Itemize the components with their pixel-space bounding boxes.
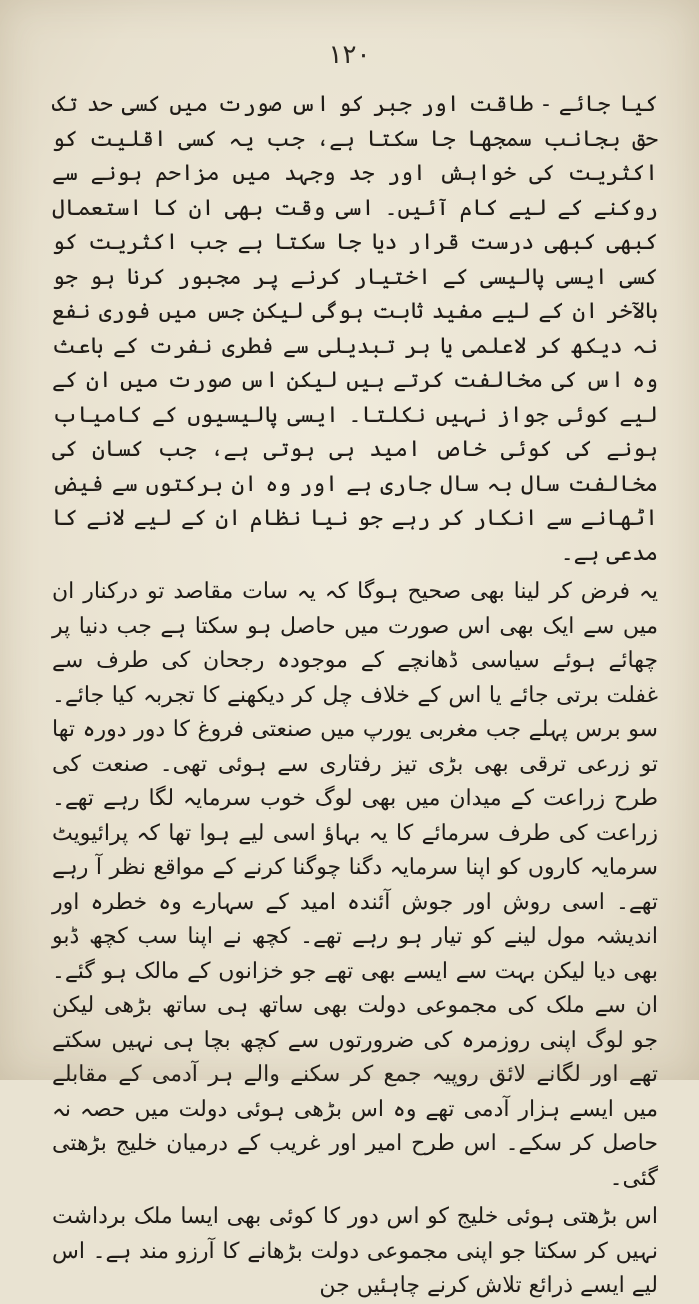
page-number: ۱۲۰	[328, 40, 371, 70]
paragraph: کیا جائے - طاقت اور جبر کو اس صورت میں کسی حد تک حق بجانب سمجھا جا سکتا ہے، جب یہ کسی اقلیت کو اکثریت کی خواہش اور جد وجہد میں مزاحم ہونے سے روکنے کے لیے کام آئیں۔ اسی وقت بھی ان کا استعمال کبھی کبھی درست قرار دیا جا سکتا ہے جب اکثریت کو کسی ایسی پالیسی کے اختیار کرنے پر مجبور کرنا ہو جو بالآخر ان کے لیے مفید ثابت ہوگی لیکن جس میں فوری نفع نہ دیکھ کر لاعلمی یا ہر تبدیلی سے فطری نفرت کے باعث وہ اس کی مخالفت کرتے ہیں لیکن اس صورت میں ان کے لیے کوئی جواز نہیں نکلتا۔ ایسی پالیسیوں کے کامیاب ہونے کی کوئی خاص امید ہی ہوتی ہے، جب کسان کی مخالفت سال بہ سال جاری ہے اور وہ ان برکتوں سے فیض اٹھانے سے انکار کر رہے جو نیا نظام ان کے لیے لانے کا مدعی ہے۔	[52, 92, 658, 566]
paragraph: یہ فرض کر لینا بھی صحیح ہوگا کہ یہ سات مقاصد تو درکنار ان میں سے ایک بھی اس صورت میں حاصل ہو سکتا ہے جب دنیا پر چھائے ہوئے سیاسی ڈھانچے کے موجودہ رجحان کی طرف سے غفلت برتی جائے یا اس کے خلاف چل کر دیکھنے کا تجربہ کیا جائے۔ سو برس پہلے جب مغربی یورپ میں صنعتی فروغ کا دور دورہ تھا تو زرعی ترقی بھی بڑی تیز رفتاری سے ہوئی تھی۔ صنعت کی طرح زراعت کے میدان میں بھی لوگ خوب سرمایہ لگا رہے تھے۔ زراعت کی طرف سرمائے کا یہ بہاؤ اسی لیے ہوا تھا کہ پرائیویٹ سرمایہ کاروں کو اپنا سرمایہ دگنا چوگنا کرنے کے مواقع نظر آ رہے تھے۔ اسی روش اور جوش آئندہ امید کے سہارے وہ خطرہ اور اندیشہ مول لینے کو تیار ہو رہے تھے۔ کچھ نے اپنا سب کچھ ڈبو بھی دیا لیکن بہت سے ایسے بھی تھے جو خزانوں کے مالک ہو گئے۔ ان سے ملک کی مجموعی دولت بھی ساتھ ہی ساتھ بڑھی لیکن جو لوگ اپنی روزمرہ کی ضرورتوں سے کچھ بچا ہی نہیں سکتے تھے اور لگانے لائق روپیہ جمع کر سکنے والے ہر آدمی کے مقابلے میں ایسے ہزار آدمی تھے وہ اس بڑھی ہوئی دولت میں حصہ نہ حاصل کر سکے۔ اس طرح امیر اور غریب کے درمیان خلیج بڑھتی گئی۔	[52, 579, 658, 1191]
paragraph: اس بڑھتی ہوئی خلیج کو اس دور کا کوئی بھی ایسا ملک برداشت نہیں کر سکتا جو اپنی مجموعی دولت بڑھانے کا آرزو مند ہے۔ اس لیے ایسے ذرائع تلاش کرنے چاہئیں جن	[52, 1204, 658, 1298]
body-text	[52, 88, 658, 1304]
